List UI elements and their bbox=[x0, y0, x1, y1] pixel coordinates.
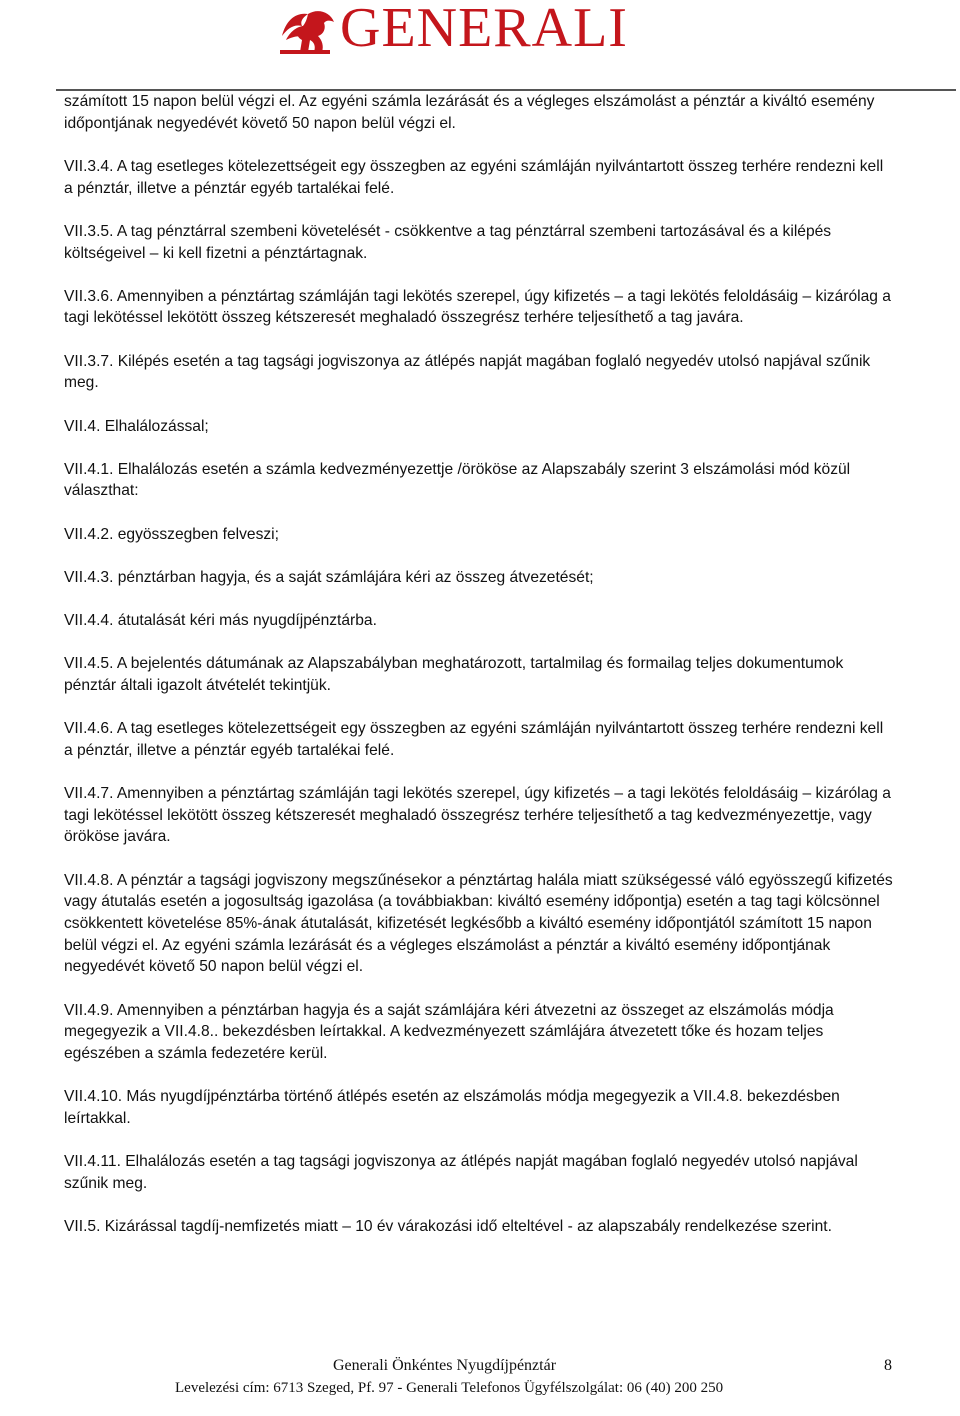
document-body bbox=[64, 91, 896, 1259]
paragraph-vii-4-10: VII.4.10. Más nyugdíjpénztárba történő átlépés esetén az elszámolás módja megegyezik a VII.4.8. bekezdésben leírtakkal. bbox=[64, 1088, 840, 1127]
paragraph-vii-4-11: VII.4.11. Elhalálozás esetén a tag tagsági jogviszonya az átlépés napját magában foglaló negyedév utolsó napjával szűnik meg. bbox=[64, 1153, 858, 1192]
paragraph-continuation: számított 15 napon belül végzi el. Az egyéni számla lezárását és a végleges elszámolást a pénztár a kiváltó esemény időpontjának negyedévét követő 50 napon belül végzi el. bbox=[64, 93, 875, 132]
paragraph-vii-4-9: VII.4.9. Amennyiben a pénztárban hagyja és a saját számlájára kéri átvezetni az összeget az elszámolás módja megegyezik a VII.4.8.. bekezdésben leírtakkal. A kedvezményezett számlájára átvezetett tőke és hozam teljes egészében a számla fedezetére kerül. bbox=[64, 1001, 834, 1063]
paragraph-vii-4-2: VII.4.2. egyösszegben felveszi; bbox=[64, 525, 279, 543]
paragraph-vii-4-3: VII.4.3. pénztárban hagyja, és a saját számlájára kéri az összeg átvezetését; bbox=[64, 568, 594, 586]
footer-contact: Levelezési cím: 6713 Szeged, Pf. 97 - Generali Telefonos Ügyfélszolgálat: 06 (40) 200 250 bbox=[175, 1380, 724, 1396]
winged-lion-icon bbox=[278, 6, 336, 56]
paragraph-vii-4: VII.4. Elhalálozással; bbox=[64, 417, 209, 435]
paragraph-vii-4-7: VII.4.7. Amennyiben a pénztártag számláján tagi lekötés szerepel, úgy kifizetés – a tagi lekötés feloldásáig – kizárólag a tagi lekötéssel lekötött összeg kétszeresét meghaladó összegrész terhére teljesíthető a tag kedvezményezettje, vagy örököse javára. bbox=[64, 785, 891, 846]
generali-logo bbox=[278, 0, 688, 59]
page-number: 8 bbox=[884, 1357, 892, 1374]
paragraph-vii-3-4: VII.3.4. A tag esetleges kötelezettségeit egy összegben az egyéni számláján nyilvántartott összeg terhére rendezni kell a pénztár, illetve a pénztár egyéb tartalékai felé. bbox=[64, 157, 884, 197]
paragraph-vii-4-8: VII.4.8. A pénztár a tagsági jogviszony megszűnésekor a pénztártag halála miatt szükségessé váló egyösszegű kifizetés vagy átutalás esetén a jogosultság igazolása (a továbbiakban: kiváltó esemény időpontja) esetén a tag tagi kölcsönnel csökkentett követelése 85%-ának átutalását, kifizetését legkésőbb a kiváltó esemény időpontjától számított 15 napon belül végzi el. Az egyéni számla lezárását és a végleges elszámolást a pénztár a kiváltó esemény időpontjának negyedévét követő 50 napon belül végzi el. bbox=[64, 871, 893, 976]
paragraph-vii-3-7: VII.3.7. Kilépés esetén a tag tagsági jogviszonya az átlépés napját magában foglaló negyedév utolsó napjával szűnik meg. bbox=[64, 352, 871, 392]
paragraph-vii-3-5: VII.3.5. A tag pénztárral szembeni követelését - csökkentve a tag pénztárral szembeni tartozásával és a kilépés költségeivel – ki kell fizetni a pénztártagnak. bbox=[64, 222, 832, 262]
paragraph-vii-5: VII.5. Kizárással tagdíj-nemfizetés miatt – 10 év várakozási idő elteltével - az alapszabály rendelkezése szerint. bbox=[64, 1218, 832, 1236]
logo-wordmark: GENERALI bbox=[340, 0, 628, 59]
paragraph-vii-4-6: VII.4.6. A tag esetleges kötelezettségeit egy összegben az egyéni számláján nyilvántartott összeg terhére rendezni kell a pénztár, illetve a pénztár egyéb tartalékai felé. bbox=[64, 720, 884, 759]
paragraph-vii-3-6: VII.3.6. Amennyiben a pénztártag számláján tagi lekötés szerepel, úgy kifizetés – a tagi lekötés feloldásáig – kizárólag a tagi lekötéssel lekötött összeg kétszeresét meghaladó összegrész terhére teljesíthető a tag javára. bbox=[64, 287, 891, 327]
paragraph-vii-4-1: VII.4.1. Elhalálozás esetén a számla kedvezményezettje /örököse az Alapszabály szerint 3 elszámolási mód közül választhat: bbox=[64, 460, 851, 500]
page-header bbox=[0, 0, 960, 92]
paragraph-vii-4-5: VII.4.5. A bejelentés dátumának az Alapszabályban meghatározott, tartalmilag és formailag teljes dokumentumok pénztár általi igazolt átvételét tekintjük. bbox=[64, 655, 844, 694]
footer-org-name: Generali Önkéntes Nyugdíjpénztár bbox=[333, 1357, 557, 1374]
paragraph-vii-4-4: VII.4.4. átutalását kéri más nyugdíjpénztárba. bbox=[64, 612, 377, 630]
